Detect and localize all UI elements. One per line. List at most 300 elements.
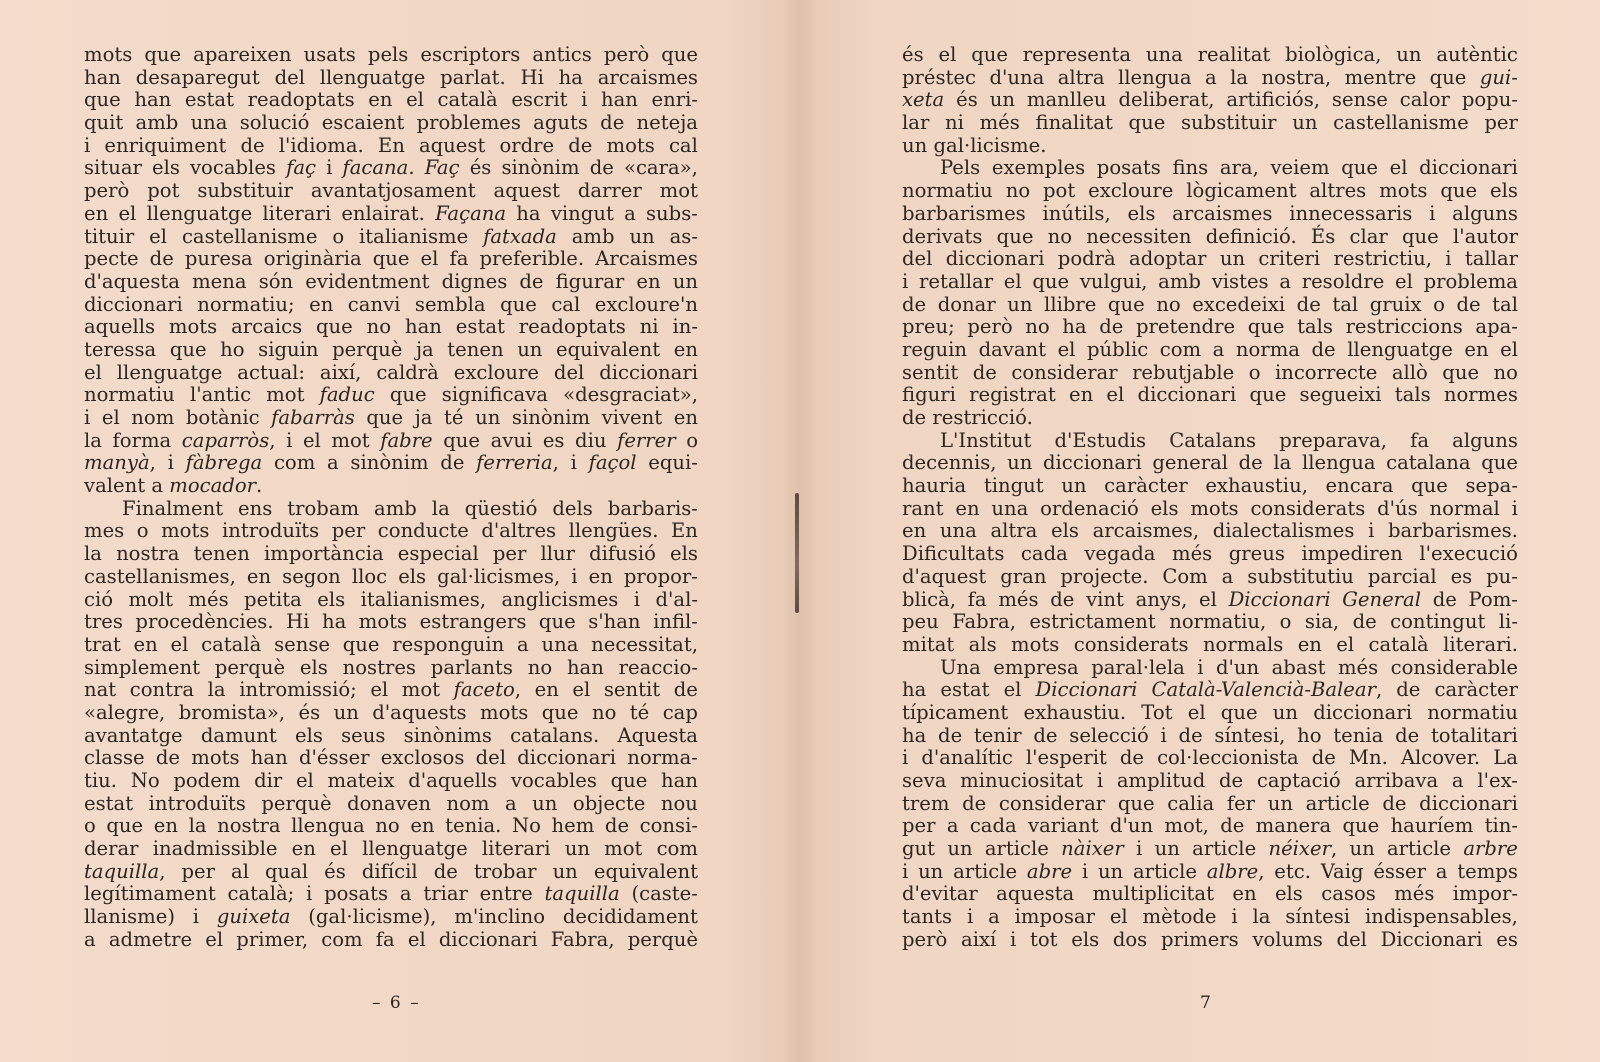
- word: han: [566, 655, 604, 679]
- word: un: [1396, 43, 1422, 66]
- word: qüestió: [464, 496, 538, 520]
- word: pels: [367, 43, 409, 66]
- word: als: [968, 632, 997, 656]
- word: procedències.: [135, 610, 274, 634]
- word: temps: [1457, 859, 1518, 883]
- word: faç: [286, 156, 316, 180]
- word: substituir: [197, 179, 293, 203]
- word: el: [938, 43, 957, 66]
- word: popu-: [1461, 88, 1518, 112]
- word: pot: [147, 179, 180, 203]
- word: consi-: [639, 814, 698, 838]
- word: Pom-: [1468, 587, 1518, 611]
- text-line: [84, 793, 698, 816]
- word: La: [1493, 746, 1518, 770]
- word: article: [953, 859, 1018, 883]
- word: el: [1500, 337, 1518, 361]
- word: responguin: [392, 632, 505, 656]
- word: té: [629, 700, 650, 724]
- word: gut: [902, 837, 936, 861]
- word: diccionari: [1042, 451, 1142, 475]
- word: neteja: [636, 111, 698, 135]
- word: És: [1310, 224, 1336, 248]
- word: tenia.: [445, 814, 502, 838]
- word: facana.: [342, 156, 415, 180]
- text-line: [902, 157, 1518, 180]
- word: tiu.: [84, 769, 117, 792]
- word: trobam: [287, 496, 360, 520]
- word: nostra: [217, 814, 281, 838]
- word: català: [201, 632, 262, 656]
- word: lar: [902, 111, 930, 135]
- word: vocables: [189, 156, 276, 180]
- word: definició.: [1205, 224, 1297, 248]
- word: nou: [660, 791, 698, 815]
- word: retallar: [918, 269, 994, 293]
- word: m'inclino: [454, 905, 546, 929]
- word: normals: [1202, 632, 1284, 656]
- word: caparròs,: [181, 428, 276, 452]
- word: que: [372, 247, 410, 271]
- word: Catalans: [1169, 428, 1257, 452]
- word: figuri: [902, 383, 956, 407]
- word: el: [84, 360, 102, 384]
- word: per: [902, 814, 936, 838]
- word: és: [956, 88, 978, 112]
- text-line: [902, 203, 1518, 226]
- word: a: [505, 791, 517, 815]
- word: introduïts: [221, 519, 320, 543]
- word: gal·licismes,: [437, 564, 561, 588]
- word: d'evitar: [902, 882, 978, 906]
- word: fabarràs: [271, 406, 355, 429]
- word: excedeixi: [1192, 292, 1286, 316]
- word: estat: [455, 315, 505, 339]
- word: necessitat,: [591, 632, 698, 656]
- word: no: [1047, 224, 1073, 248]
- word: botànic: [185, 406, 260, 429]
- word: estat: [940, 678, 990, 702]
- word: a: [84, 927, 96, 951]
- word: síntesi: [1285, 905, 1351, 929]
- word: preparava,: [1279, 428, 1387, 452]
- word: diccionari: [84, 292, 183, 316]
- word: mes: [84, 519, 125, 543]
- word: literari: [262, 201, 332, 225]
- word: sentit: [902, 360, 959, 384]
- word: alguns: [1452, 428, 1518, 452]
- word: i: [902, 269, 909, 293]
- word: un: [1219, 247, 1246, 271]
- word: els: [1489, 179, 1518, 203]
- word: que: [1429, 65, 1467, 89]
- word: preferible.: [479, 247, 585, 271]
- text-line: [84, 657, 698, 680]
- word: donaven: [347, 791, 432, 815]
- word: derar: [84, 837, 139, 861]
- word: mot: [659, 179, 698, 203]
- word: més: [998, 587, 1039, 611]
- word: de: [600, 111, 625, 135]
- word: allò: [1391, 360, 1428, 384]
- word: llenguatge: [1347, 337, 1453, 361]
- text-line: [84, 861, 698, 884]
- word: per: [331, 519, 366, 543]
- word: calor: [1399, 88, 1450, 112]
- word: llengua: [291, 814, 365, 838]
- word: castellanisme: [1333, 111, 1469, 135]
- word: article: [984, 837, 1049, 861]
- word: han: [134, 88, 172, 112]
- word: problema: [1423, 269, 1518, 293]
- text-line: [902, 520, 1518, 543]
- text-line: [902, 838, 1518, 861]
- word: aquest: [418, 133, 486, 157]
- word: en: [133, 632, 158, 656]
- word: a: [517, 632, 529, 656]
- word: Façana: [435, 201, 507, 225]
- word: abre: [1026, 859, 1073, 883]
- word: com: [1159, 337, 1202, 361]
- word: un: [517, 337, 543, 361]
- word: sense: [1331, 88, 1388, 112]
- word: taquilla,: [84, 859, 166, 883]
- word: de: [1296, 292, 1321, 316]
- word: pot: [1043, 179, 1076, 203]
- word: diccionari: [438, 927, 538, 951]
- word: el: [1057, 337, 1076, 361]
- word: Hi: [286, 610, 310, 634]
- word: faceto,: [453, 678, 522, 702]
- word: estrictament: [1029, 610, 1156, 634]
- text-line: [84, 430, 698, 453]
- word: de: [972, 360, 997, 384]
- word: d'aquesta: [84, 269, 180, 293]
- word: impediren: [1301, 542, 1403, 566]
- text-line: [902, 271, 1518, 294]
- word: i: [571, 564, 578, 588]
- word: sentit: [603, 678, 661, 702]
- word: castellanismes,: [84, 564, 236, 588]
- word: un: [1292, 111, 1318, 135]
- word: normes: [1443, 383, 1518, 407]
- text-line: [84, 589, 698, 612]
- word: de: [1311, 337, 1336, 361]
- word: deliberat,: [1118, 88, 1215, 112]
- word: pretendre: [1135, 315, 1236, 339]
- word: tallar: [1464, 247, 1518, 271]
- word: cal: [551, 292, 581, 316]
- word: que: [1249, 383, 1287, 407]
- text-line: [902, 248, 1518, 271]
- word: en: [410, 814, 435, 838]
- word: En: [670, 519, 698, 543]
- word: i: [84, 406, 91, 429]
- text-line: [84, 44, 698, 67]
- word: arcaics: [231, 315, 303, 339]
- word: d'ésser: [298, 746, 370, 770]
- word: mots: [1379, 179, 1428, 203]
- word: que: [1107, 292, 1145, 316]
- word: ho: [220, 337, 245, 361]
- word: que: [169, 337, 207, 361]
- word: a: [399, 882, 412, 906]
- word: a: [624, 201, 636, 225]
- word: exclosos: [380, 746, 465, 770]
- word: fatxada: [483, 224, 557, 248]
- word: llenguatge: [146, 201, 253, 225]
- word: que: [610, 769, 648, 792]
- word: d'un: [1215, 655, 1260, 679]
- word: en: [636, 269, 661, 293]
- word: es: [542, 428, 565, 452]
- word: biològica,: [1285, 43, 1382, 66]
- word: o: [136, 519, 149, 543]
- word: diccionari: [945, 247, 1045, 271]
- word: d'aquest: [902, 564, 987, 588]
- word: col·leccionista: [1157, 746, 1299, 770]
- word: ens: [238, 496, 273, 520]
- word: pecte: [84, 247, 139, 271]
- word: de: [902, 292, 927, 316]
- word: mocador.: [169, 474, 263, 498]
- word: altres: [1309, 179, 1367, 203]
- word: davant: [978, 337, 1047, 361]
- word: un: [1061, 474, 1087, 498]
- word: equivalent: [593, 859, 698, 883]
- word: reaccio-: [618, 655, 698, 679]
- word: General: [1342, 587, 1421, 611]
- word: caràcter: [1104, 474, 1188, 498]
- word: com: [656, 837, 698, 861]
- text-line: [902, 67, 1518, 90]
- word: que: [1342, 814, 1380, 838]
- word: els: [1150, 496, 1179, 520]
- word: una: [190, 111, 228, 135]
- word: «cara»,: [623, 156, 698, 180]
- word: una: [991, 496, 1029, 520]
- word: gui-: [1479, 65, 1518, 89]
- word: Diccionari: [1035, 678, 1138, 702]
- word: a: [988, 905, 1000, 929]
- text-line: [84, 520, 698, 543]
- text-line: [902, 89, 1518, 112]
- word: del: [274, 65, 305, 89]
- word: un: [1007, 451, 1033, 475]
- word: restrictiu,: [1333, 247, 1432, 271]
- word: tot: [1029, 927, 1058, 951]
- word: els: [317, 587, 346, 611]
- word: però: [967, 315, 1013, 339]
- word: és: [324, 859, 346, 883]
- word: parlants: [430, 655, 513, 679]
- word: albre,: [1206, 859, 1265, 883]
- word: infil-: [653, 610, 698, 634]
- text-line: [902, 929, 1518, 952]
- word: ordenació: [1040, 496, 1139, 520]
- word: que: [541, 700, 579, 724]
- word: as-: [669, 224, 698, 248]
- word: representa: [1022, 43, 1132, 66]
- word: amb: [1158, 269, 1201, 293]
- left-page-number: – 6 –: [372, 993, 421, 1013]
- word: avantatjosament: [310, 179, 476, 203]
- text-line: [84, 316, 698, 339]
- word: caldrà: [376, 360, 439, 384]
- word: el: [118, 201, 137, 225]
- word: de: [962, 791, 987, 815]
- word: façol: [588, 451, 637, 475]
- word: originària: [263, 247, 362, 271]
- text-line: [902, 452, 1518, 475]
- word: però: [84, 179, 130, 203]
- word: contra: [129, 678, 195, 702]
- word: gal·licisme.: [933, 133, 1047, 157]
- word: d'altres: [481, 519, 557, 543]
- word: hem: [551, 814, 595, 838]
- text-line: [902, 815, 1518, 838]
- word: és: [469, 156, 492, 180]
- word: vistes: [1211, 269, 1269, 293]
- word: un: [1154, 837, 1180, 861]
- word: d'al-: [655, 587, 698, 611]
- word: li-: [1498, 610, 1518, 634]
- word: selecció: [1069, 723, 1149, 747]
- text-line: [84, 384, 698, 407]
- word: abast: [1271, 655, 1326, 679]
- word: captació: [1256, 769, 1341, 792]
- word: registrat: [969, 383, 1056, 407]
- word: que: [316, 315, 353, 339]
- word: un: [989, 88, 1015, 112]
- word: entre: [479, 882, 533, 906]
- word: de: [1178, 723, 1203, 747]
- word: sense: [274, 632, 330, 656]
- word: segon: [282, 564, 341, 588]
- word: restricció.: [932, 406, 1033, 429]
- word: que: [1401, 224, 1439, 248]
- word: paral·lela: [1091, 655, 1185, 679]
- word: no: [1025, 315, 1050, 339]
- word: aquest: [493, 179, 560, 203]
- word: el: [1187, 700, 1206, 724]
- word: norma: [1235, 337, 1300, 361]
- word: podem: [173, 769, 241, 792]
- word: multiplicitat: [1092, 882, 1214, 906]
- word: de: [1119, 746, 1145, 770]
- word: nostra: [116, 542, 180, 566]
- text-line: [84, 543, 698, 566]
- word: de: [1382, 791, 1407, 815]
- text-line: [902, 679, 1518, 702]
- word: nat: [84, 678, 117, 702]
- word: greus: [1228, 542, 1285, 566]
- word: barbaris-: [607, 496, 698, 520]
- word: han: [84, 65, 121, 89]
- word: mots: [168, 315, 218, 339]
- word: més: [1172, 542, 1213, 566]
- word: els: [294, 723, 323, 747]
- word: ara,: [1219, 156, 1259, 180]
- word: d'un: [1109, 814, 1154, 838]
- word: totalitari: [1430, 723, 1518, 747]
- word: inútils,: [1042, 201, 1111, 225]
- word: que: [1220, 700, 1258, 724]
- word: l'autor: [1452, 224, 1518, 248]
- word: ferrer: [617, 428, 676, 452]
- word: ni: [639, 315, 659, 339]
- word: de: [1311, 746, 1336, 770]
- word: nostres: [342, 655, 416, 679]
- word: perquè: [627, 927, 698, 951]
- word: que: [1117, 791, 1155, 815]
- word: tenir: [973, 723, 1022, 747]
- word: norma-: [627, 746, 698, 770]
- word: ha: [1062, 315, 1087, 339]
- word: nom: [131, 406, 175, 429]
- word: llibre: [1044, 292, 1097, 316]
- text-line: [84, 407, 698, 430]
- word: sinònims: [403, 723, 492, 747]
- word: apa-: [1475, 315, 1518, 339]
- word: mot: [266, 383, 305, 407]
- word: un: [947, 837, 973, 861]
- word: normatiu: [84, 383, 175, 407]
- word: diccionari: [1419, 791, 1518, 815]
- word: el: [170, 632, 189, 656]
- word: que: [1440, 179, 1478, 203]
- word: difusió: [589, 542, 656, 566]
- word: que: [389, 383, 427, 407]
- word: de: [604, 814, 630, 838]
- word: que: [443, 428, 481, 452]
- word: trem: [902, 791, 950, 815]
- word: un: [629, 224, 655, 248]
- word: com: [273, 451, 316, 475]
- word: Arcaismes: [595, 247, 698, 271]
- word: i: [966, 905, 974, 929]
- word: molt: [128, 587, 173, 611]
- text-line: [84, 634, 698, 657]
- word: variant: [1028, 814, 1099, 838]
- text-line: [902, 657, 1518, 680]
- word: o: [686, 428, 698, 452]
- word: d'ús: [1377, 496, 1418, 520]
- word: el: [101, 406, 120, 429]
- word: un: [564, 837, 590, 861]
- word: perquè: [261, 791, 332, 815]
- text-line: [902, 725, 1518, 748]
- word: realitat: [1197, 43, 1271, 66]
- word: a: [1212, 337, 1225, 361]
- word: vulgui,: [1079, 269, 1148, 293]
- word: ho: [1297, 723, 1322, 747]
- word: No: [511, 814, 541, 838]
- word: de: [1432, 587, 1457, 611]
- word: de: [1238, 451, 1263, 475]
- word: l'esperit: [1025, 746, 1107, 770]
- word: Tot: [1141, 700, 1173, 724]
- word: caràcter: [1434, 678, 1518, 702]
- word: diccionari: [1419, 156, 1518, 180]
- word: de: [1395, 723, 1420, 747]
- text-line: [84, 815, 698, 838]
- word: diccionari: [517, 746, 617, 770]
- word: la: [188, 814, 207, 838]
- word: barbarismes: [902, 201, 1026, 225]
- word: mitat: [902, 632, 955, 656]
- word: el: [1109, 905, 1128, 929]
